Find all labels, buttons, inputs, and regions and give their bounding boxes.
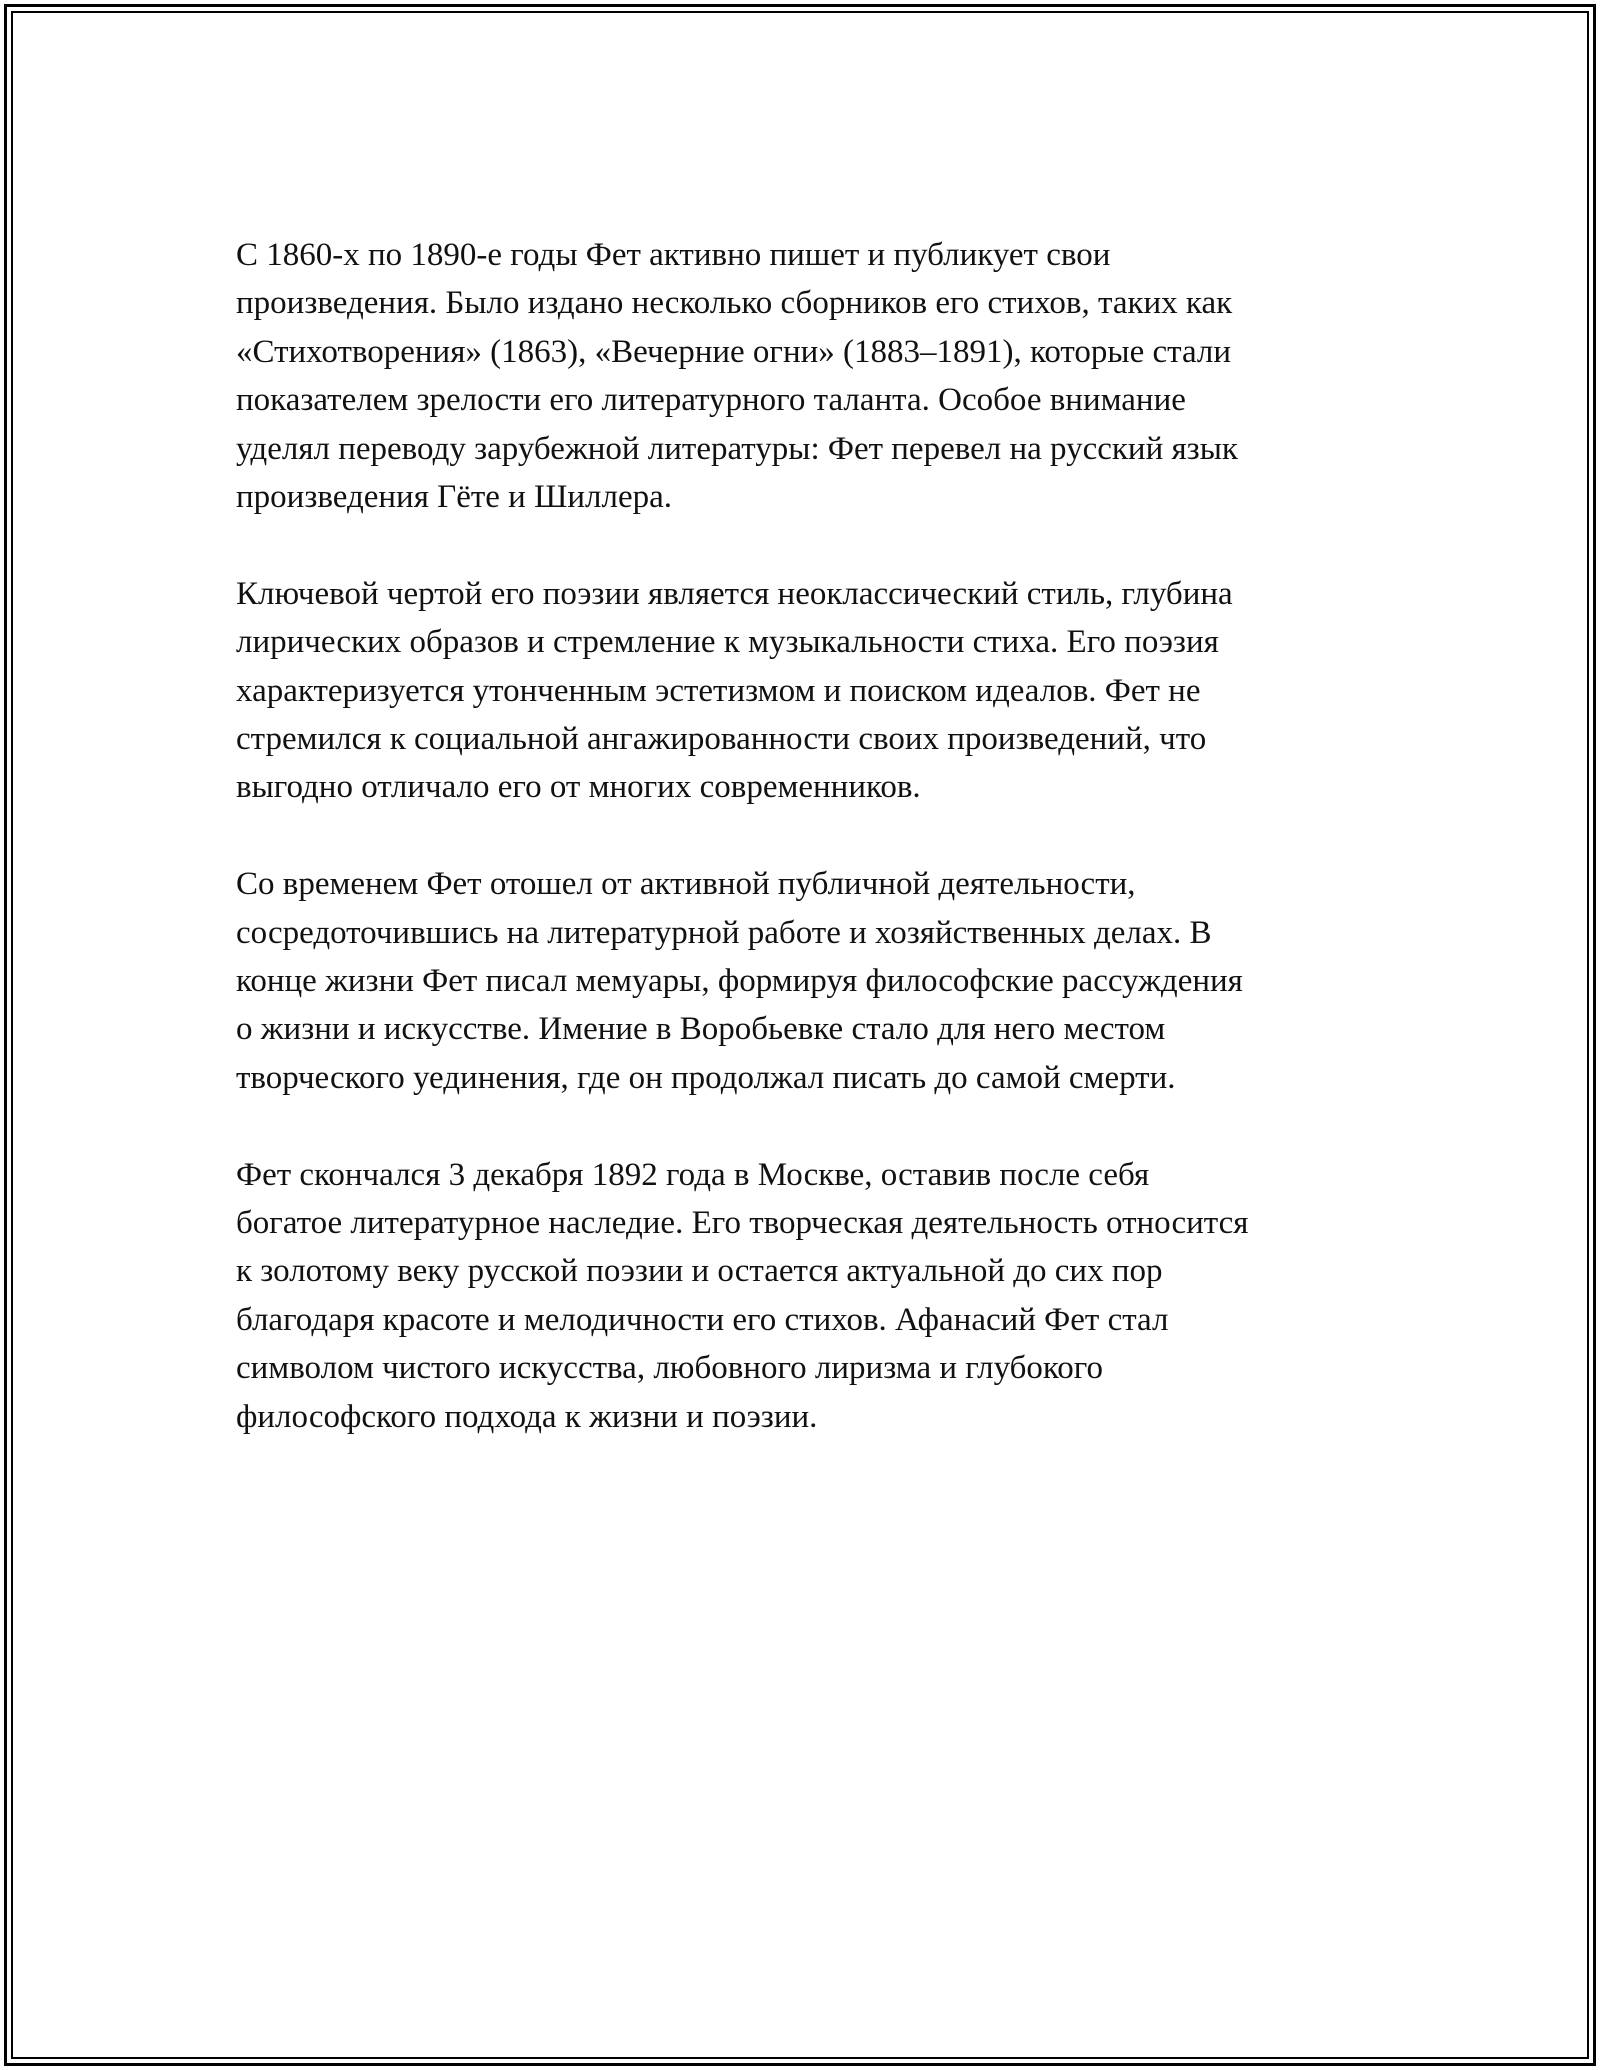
- text-line: С 1860-х по 1890-е годы Фет активно пишет и публикует свои: [236, 237, 1111, 273]
- text-line: Ключевой чертой его поэзии является неоклассический стиль, глубина: [236, 575, 1233, 612]
- paragraph-1: [236, 231, 1386, 521]
- text-line: сосредоточившись на литературной работе и хозяйственных делах. В: [236, 914, 1212, 951]
- text-line: философского подхода к жизни и поэзии.: [236, 1398, 818, 1435]
- paragraph-4: [236, 1151, 1386, 1441]
- text-line: конце жизни Фет писал мемуары, формируя философские рассуждения: [236, 963, 1243, 1000]
- text-line: лирических образов и стремление к музыкальности стиха. Его поэзия: [236, 624, 1219, 661]
- text-line: Со временем Фет отошел от активной публичной деятельности,: [236, 866, 1136, 903]
- text-line: уделял переводу зарубежной литературы: Фет перевел на русский язык: [236, 430, 1238, 467]
- paragraph-3: [236, 860, 1386, 1102]
- text-line: богатое литературное наследие. Его творческая деятельность относится: [236, 1205, 1249, 1242]
- text-line: благодаря красоте и мелодичности его стихов. Афанасий Фет стал: [236, 1301, 1169, 1338]
- text-line: «Стихотворения» (1863), «Вечерние огни» (1883–1891), которые стали: [236, 333, 1232, 370]
- paragraph-2: [236, 570, 1386, 812]
- text-line: стремился к социальной ангажированности своих произведений, что: [236, 721, 1207, 758]
- text-line: о жизни и искусстве. Имение в Воробьевке стало для него местом: [236, 1011, 1166, 1048]
- document-body: [236, 231, 1386, 1490]
- text-line: выгодно отличало его от многих современников.: [236, 769, 921, 806]
- text-line: характеризуется утонченным эстетизмом и поиском идеалов. Фет не: [236, 672, 1201, 709]
- text-line: произведения. Было издано несколько сборников его стихов, таких как: [236, 285, 1233, 322]
- text-line: показателем зрелости его литературного таланта. Особое внимание: [236, 382, 1186, 419]
- text-line: творческого уединения, где он продолжал писать до самой смерти.: [236, 1059, 1176, 1096]
- text-line: символом чистого искусства, любовного лиризма и глубокого: [236, 1350, 1104, 1387]
- text-line: произведения Гёте и Шиллера.: [236, 479, 673, 516]
- text-line: к золотому веку русской поэзии и остается актуальной до сих пор: [236, 1253, 1163, 1290]
- text-line: Фет скончался 3 декабря 1892 года в Москве, оставив после себя: [236, 1156, 1150, 1193]
